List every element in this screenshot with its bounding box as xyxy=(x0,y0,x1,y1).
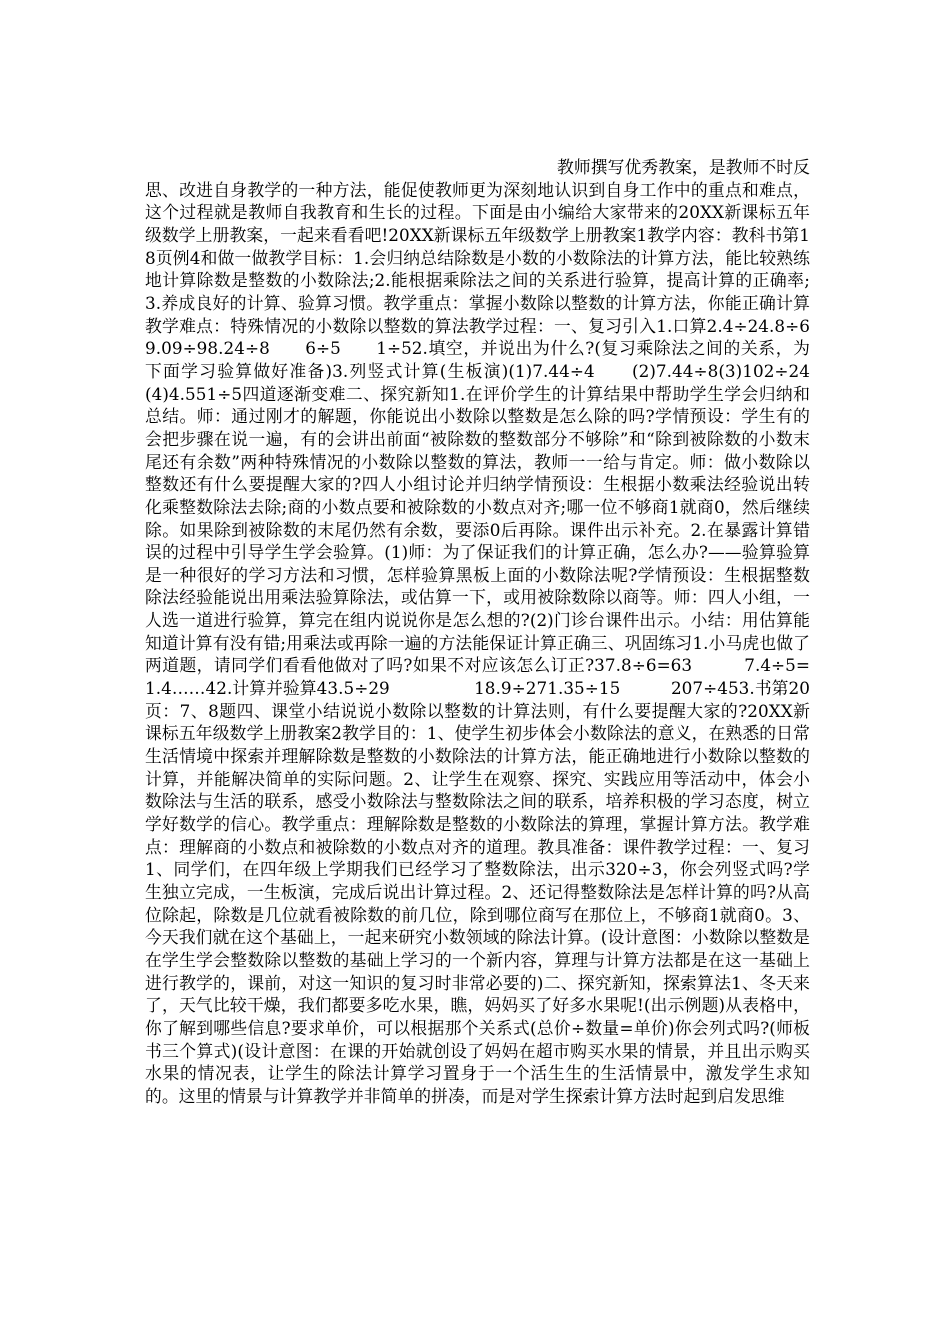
lesson-plan-body-text: 教师撰写优秀教案，是教师不时反思、改进自身教学的一种方法，能促使教师更为深刻地认识到自身工作中的重点和难点，这个过程就是教师自我教育和生长的过程。下面是由小编给大家带来的20XX新课标五年级数学上册教案，一起来看看吧!20XX新课标五年级数学上册教案1教学内容：教科书第18页例4和做一做教学目标：1.会归纳总结除数是小数的小数除法的计算方法，能比较熟练地计算除数是整数的小数除法;2.能根据乘除法之间的关系进行验算，提高计算的正确率;3.养成良好的计算、验算习惯。教学重点：掌握小数除以整数的计算方法，你能正确计算教学难点：特殊情况的小数除以整数的算法教学过程：一、复习引入1.口算2.4÷24.8÷6 9.09÷98.24÷8 6÷5 1÷52.填空，并说出为什么?(复习乘除法之间的关系，为下面学习验算做好准备)3.列竖式计算(生板演)(1)7.44÷4 (2)7.44÷8(3)102÷24 (4)4.551÷5四道逐渐变难二、探究新知1.在评价学生的计算结果中帮助学生学会归纳和总结。师：通过刚才的解题，你能说出小数除以整数是怎么除的吗?学情预设：学生有的会把步骤在说一遍，有的会讲出前面“被除数的整数部分不够除”和“除到被除数的小数末尾还有余数”两种特殊情况的小数除以整数的算法，教师一一给与肯定。师：做小数除以整数还有什么要提醒大家的?四人小组讨论并归纳学情预设：生根据小数乘法经验说出转化乘整数除法去除;商的小数点要和被除数的小数点对齐;哪一位不够商1就商0，然后继续除。如果除到被除数的末尾仍然有余数，要添0后再除。课件出示补充。2.在暴露计算错误的过程中引导学生学会验算。(1)师：为了保证我们的计算正确，怎么办?——验算验算是一种很好的学习方法和习惯，怎样验算黑板上面的小数除法呢?学情预设：生根据整数除法经验能说出用乘法验算除法，或估算一下，或用被除数除以商等。师：四人小组，一人选一道进行验算，算完在组内说说你是怎么想的?(2)门诊台课件出示。小结：用估算能知道计算有没有错;用乘法或再除一遍的方法能保证计算正确三、巩固练习1.小马虎也做了两道题，请同学们看看他做对了吗?如果不对应该怎么订正?37.8÷6=63 7.4÷5=1.4……42.计算并验算43.5÷29 18.9÷271.35÷15 207÷453.书第20页：7、8题四、课堂小结说说小数除以整数的计算法则，有什么要提醒大家的?20XX新课标五年级数学上册教案2教学目的：1、使学生初步体会小数除法的意义，在熟悉的日常生活情境中探索并理解除数是整数的小数除法的计算方法，能正确地进行小数除以整数的计算，并能解决简单的实际问题。2、让学生在观察、探究、实践应用等活动中，体会小数除法与生活的联系，感受小数除法与整数除法之间的联系，培养积极的学习态度，树立学好数学的信心。教学重点：理解除数是整数的小数除法的算理，掌握计算方法。教学难点：理解商的小数点和被除数的小数点对齐的道理。教具准备：课件教学过程：一、复习1、同学们，在四年级上学期我们已经学习了整数除法，出示320÷3，你会列竖式吗?学生独立完成，一生板演，完成后说出计算过程。2、还记得整数除法是怎样计算的吗?从高位除起，除数是几位就看被除数的前几位，除到哪位商写在那位上，不够商1就商0。3、今天我们就在这个基础上，一起来研究小数领域的除法计算。(设计意图：小数除以整数是在学生学会整数除以整数的基础上学习的一个新内容，算理与计算方法都是在这一基础上进行教学的，课前，对这一知识的复习时非常必要的)二、探究新知，探索算法1、冬天来了，天气比较干燥，我们都要多吃水果，瞧，妈妈买了好多水果呢!(出示例题)从表格中，你了解到哪些信息?要求单价，可以根据那个关系式(总价÷数量=单价)你会列式吗?(师板书三个算式)(设计意图：在课的开始就创设了妈妈在超市购买水果的情景，并且出示购买水果的情况表，让学生的除法计算学习置身于一个活生生的生活情景中，激发学生求知的。这里的情景与计算教学并非简单的拼凑，而是对学生探索计算方法时起到启发思维 xyxy=(145,157,844,1106)
